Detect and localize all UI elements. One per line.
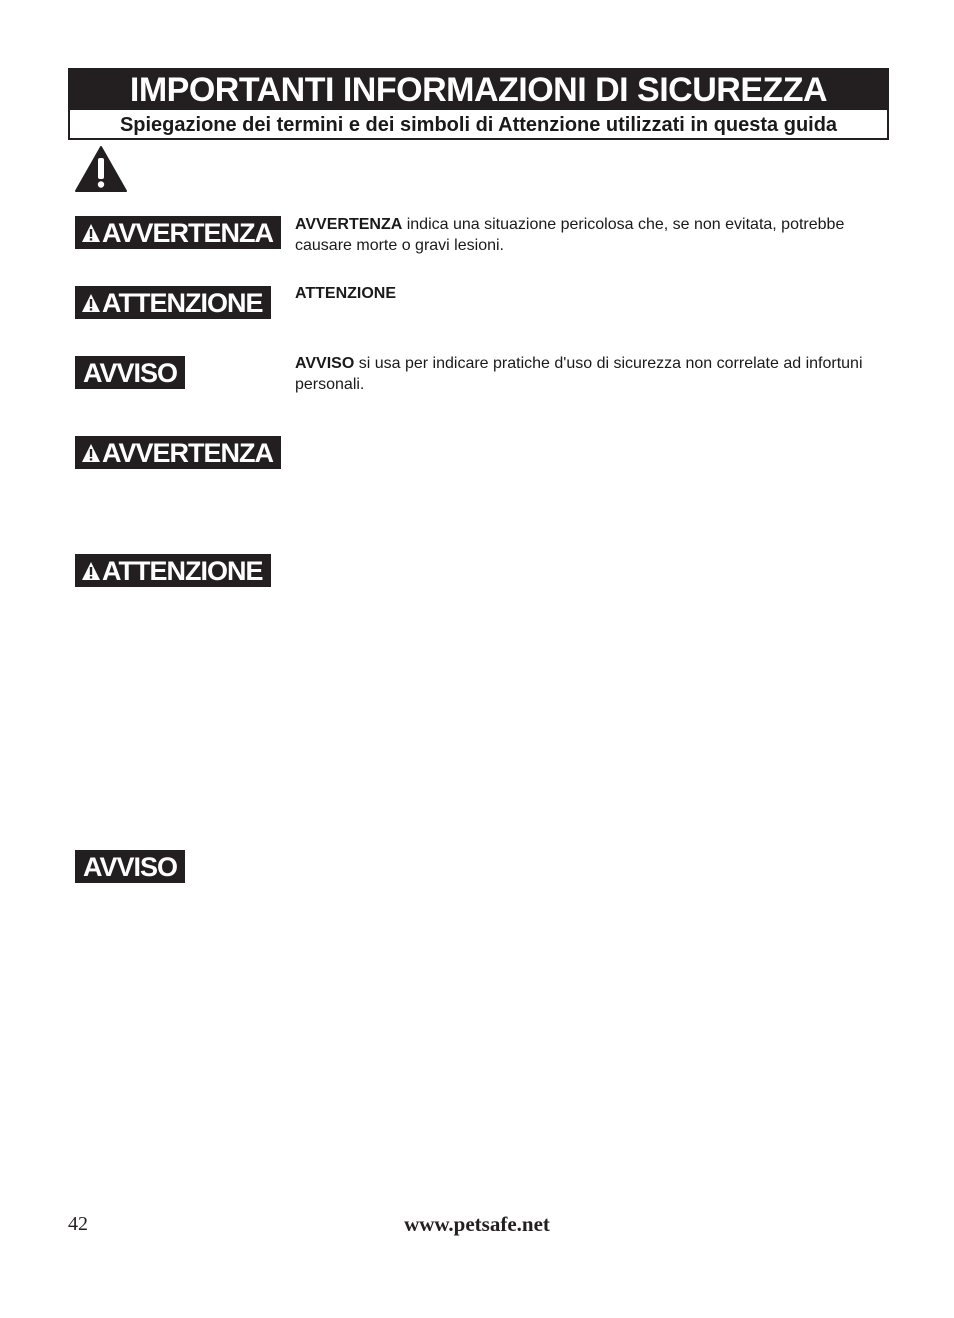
definition-attenzione (295, 283, 875, 304)
definition-avviso (295, 353, 875, 395)
label-attenzione (75, 286, 271, 319)
label-text: AVVERTENZA (102, 437, 274, 468)
label-text: AVVISO (83, 851, 178, 882)
label-text: AVVERTENZA (102, 217, 274, 248)
definition-text: indica una situazione pericolosa che, se non evitata, potrebbe causare morte o gravi lesioni. (295, 216, 845, 254)
label-avvertenza (75, 216, 281, 249)
definition-term: ATTENZIONE (295, 285, 397, 302)
definition-term: AVVISO (295, 355, 355, 372)
definition-avvertenza (295, 214, 875, 256)
page-title: IMPORTANTI INFORMAZIONI DI SICUREZZA (68, 68, 889, 110)
label-text: ATTENZIONE (102, 287, 263, 318)
section-label-attenzione (75, 554, 271, 587)
definition-text: si usa per indicare pratiche d'uso di sicurezza non correlate ad infortuni personali. (295, 355, 863, 393)
warning-triangle-icon (81, 223, 101, 243)
section-label-avviso (75, 850, 185, 883)
warning-triangle-icon (75, 146, 127, 192)
warning-triangle-icon (81, 561, 101, 581)
label-text: ATTENZIONE (102, 555, 263, 586)
page-number: 42 (68, 1213, 88, 1235)
definition-term: AVVERTENZA (295, 216, 403, 233)
footer-url: www.petsafe.net (404, 1212, 550, 1236)
label-avviso (75, 356, 185, 389)
label-text: AVVISO (83, 357, 178, 388)
page-subtitle: Spiegazione dei termini e dei simboli di Attenzione utilizzati in questa guida (68, 110, 889, 140)
warning-triangle-icon (81, 443, 101, 463)
warning-triangle-icon (81, 293, 101, 313)
section-label-avvertenza (75, 436, 281, 469)
